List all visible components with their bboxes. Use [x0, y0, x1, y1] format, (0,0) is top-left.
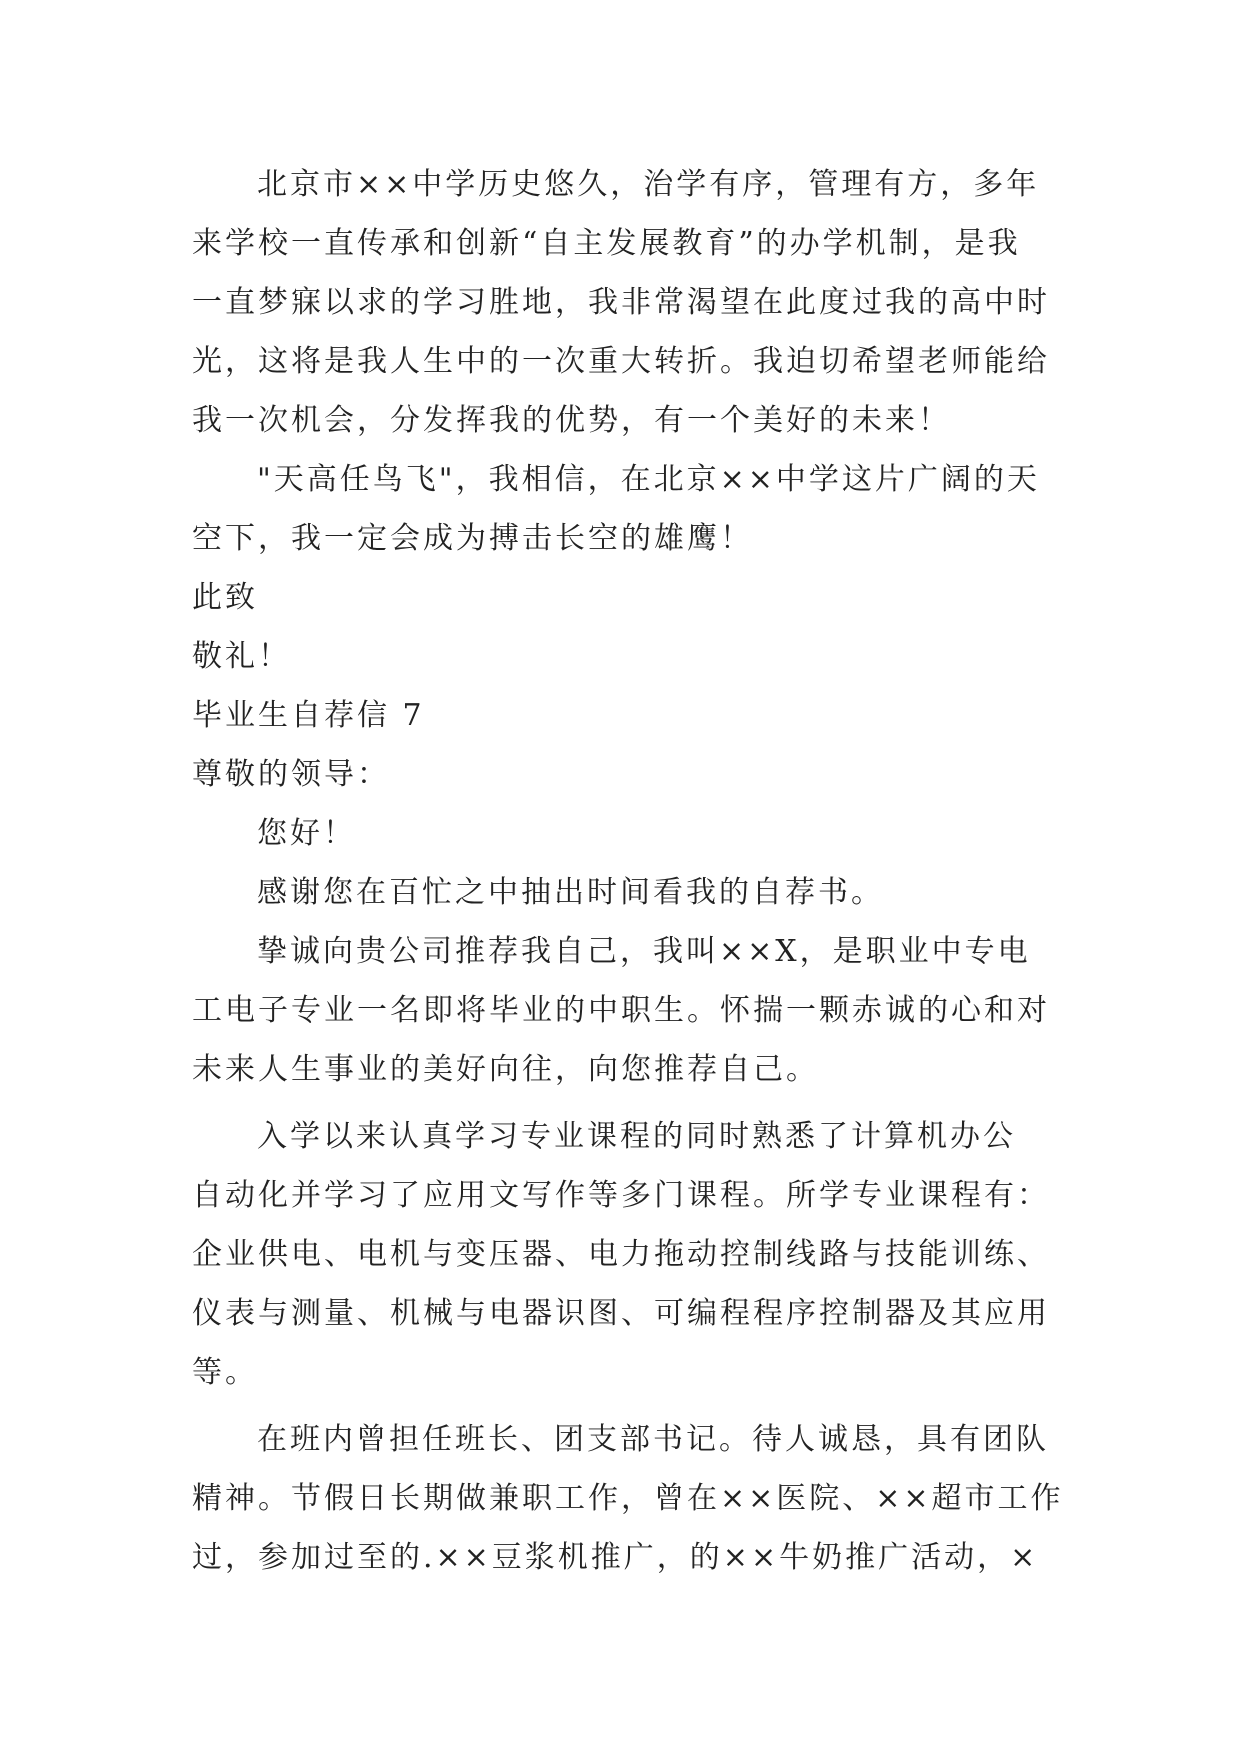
greeting: 您好！ [257, 816, 356, 851]
text-line: 在班内曾担任班长、团支部书记。待人诚恳，具有团队 [257, 1422, 1049, 1457]
text-line: 入学以来认真学习专业课程的同时熟悉了计算机办公 [257, 1119, 1016, 1154]
text-line: 过，参加过至的.××豆浆机推广，的××牛奶推广活动，× [192, 1540, 1039, 1575]
text-line: 我一次机会，分发挥我的优势，有一个美好的未来！ [192, 403, 951, 438]
text-line: 来学校一直传承和创新“自主发展教育”的办学机制，是我 [192, 226, 1021, 261]
text-line: 未来人生事业的美好向往，向您推荐自己。 [192, 1052, 819, 1087]
salutation: 尊敬的领导： [192, 757, 390, 792]
text-line: 工电子专业一名即将毕业的中职生。怀揣一颗赤诚的心和对 [192, 993, 1050, 1028]
paragraph-experience [192, 1410, 1064, 1587]
text-line: 自动化并学习了应用文写作等多门课程。所学专业课程有： [192, 1178, 1050, 1213]
text-line: "天高任鸟飞"，我相信，在北京××中学这片广阔的天 [257, 462, 1040, 497]
closing-jingli: 敬礼！ [192, 639, 291, 674]
paragraph-aspiration [192, 450, 1052, 568]
document-body [192, 155, 1064, 1587]
paragraph-courses [192, 1107, 1052, 1402]
closing-cizhi: 此致 [192, 580, 258, 615]
text-line: 北京市××中学历史悠久，治学有序，管理有方，多年 [257, 167, 1040, 202]
text-line: 空下，我一定会成为搏击长空的雄鹰！ [192, 521, 753, 556]
text-line: 一直梦寐以求的学习胜地，我非常渴望在此度过我的高中时 [192, 285, 1050, 320]
text-line: 仪表与测量、机械与电器识图、可编程程序控制器及其应用 [192, 1296, 1050, 1331]
paragraph-self-introduction [192, 922, 1052, 1099]
text-line: 挚诚向贵公司推荐我自己，我叫××X，是职业中专电 [257, 934, 1031, 969]
text-line: 企业供电、电机与变压器、电力拖动控制线路与技能训练、 [192, 1237, 1050, 1272]
paragraph-thanks: 感谢您在百忙之中抽出时间看我的自荐书。 [257, 875, 884, 910]
section-title: 毕业生自荐信 7 [192, 698, 425, 733]
text-line: 光，这将是我人生中的一次重大转折。我迫切希望老师能给 [192, 344, 1050, 379]
text-line: 精神。节假日长期做兼职工作，曾在××医院、××超市工作 [192, 1481, 1064, 1516]
text-line: 等。 [192, 1355, 258, 1390]
paragraph-school-intro [192, 155, 1052, 450]
